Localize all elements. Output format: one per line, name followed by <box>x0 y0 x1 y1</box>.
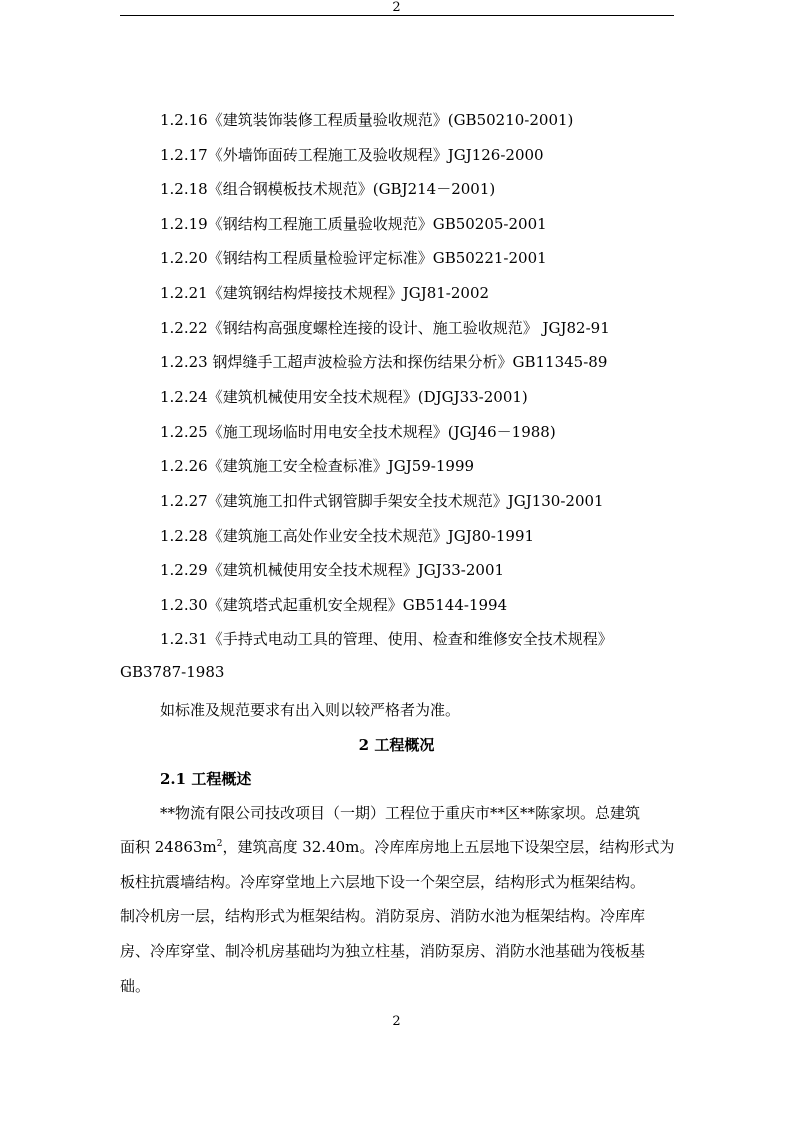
header-rule <box>120 15 674 16</box>
reference-item: 1.2.23 钢焊缝手工超声波检验方法和探伤结果分析》GB11345-89 <box>160 353 608 371</box>
overview-line: **物流有限公司技改项目（一期）工程位于重庆市**区**陈家坝。总建筑 <box>160 804 641 822</box>
reference-item: 1.2.24《建筑机械使用安全技术规程》(DJGJ33-2001) <box>160 388 528 406</box>
overview-text: 面积 24863m <box>120 838 217 856</box>
subsection-title: 2.1 工程概述 <box>160 770 252 788</box>
overview-line: 板柱抗震墙结构。冷库穿堂地上六层地下设一个架空层，结构形式为框架结构。 <box>120 873 646 891</box>
header-page-number: 2 <box>392 0 401 15</box>
reference-item: 1.2.22《钢结构高强度螺栓连接的设计、施工验收规范》 JGJ82-91 <box>160 319 610 337</box>
reference-item: 1.2.16《建筑装饰装修工程质量验收规范》(GB50210-2001) <box>160 111 574 129</box>
overview-line: 房、冷库穿堂、制冷机房基础均为独立柱基，消防泵房、消防水池基础为筏板基 <box>120 942 646 960</box>
reference-item: 1.2.19《钢结构工程施工质量验收规范》GB50205-2001 <box>160 215 547 233</box>
reference-item: 1.2.28《建筑施工高处作业安全技术规范》JGJ80-1991 <box>160 527 535 545</box>
overview-line: 制冷机房一层，结构形式为框架结构。消防泵房、消防水池为框架结构。冷库库 <box>120 907 646 925</box>
reference-item: 1.2.20《钢结构工程质量检验评定标准》GB50221-2001 <box>160 249 547 267</box>
reference-item: 1.2.25《施工现场临时用电安全技术规程》(JGJ46－1988) <box>160 423 556 441</box>
reference-item: 1.2.26《建筑施工安全检查标准》JGJ59-1999 <box>160 457 475 475</box>
overview-text: ，建筑高度 32.40m。冷库库房地上五层地下设架空层，结构形式为 <box>222 838 675 856</box>
footer-page-number: 2 <box>392 1014 401 1029</box>
reference-item: 1.2.30《建筑塔式起重机安全规程》GB5144-1994 <box>160 596 508 614</box>
overview-line <box>120 836 674 857</box>
section-title: 2 工程概况 <box>358 736 435 754</box>
reference-item: 1.2.31《手持式电动工具的管理、使用、检查和维修安全技术规程》 <box>160 630 613 648</box>
standards-note: 如标准及规范要求有出入则以较严格者为准。 <box>160 701 461 719</box>
reference-item: 1.2.18《组合钢模板技术规范》(GBJ214－2001) <box>160 180 496 198</box>
area-superscript: 2 <box>216 839 223 849</box>
reference-item-continuation: GB3787-1983 <box>120 663 225 681</box>
overview-line: 础。 <box>120 977 151 995</box>
reference-item: 1.2.27《建筑施工扣件式钢管脚手架安全技术规范》JGJ130-2001 <box>160 492 604 510</box>
reference-item: 1.2.21《建筑钢结构焊接技术规程》JGJ81-2002 <box>160 284 490 302</box>
reference-item: 1.2.29《建筑机械使用安全技术规程》JGJ33-2001 <box>160 561 505 579</box>
reference-item: 1.2.17《外墙饰面砖工程施工及验收规程》JGJ126-2000 <box>160 146 544 164</box>
